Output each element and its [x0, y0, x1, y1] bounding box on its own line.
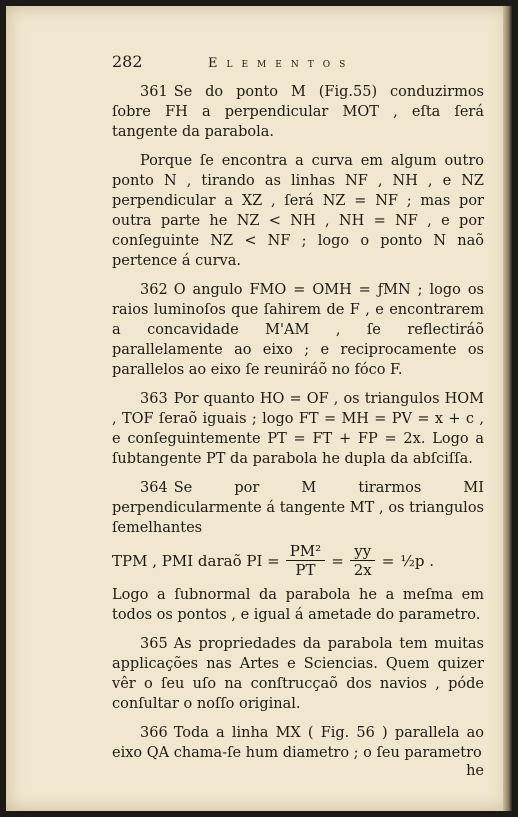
formula-result: ½p . — [400, 551, 435, 570]
paragraph-text: Logo a ſubnormal da parabola he a meſma em todos os pontos , e igual á ametade do parametro. — [112, 587, 484, 623]
fraction-denominator: PT — [295, 561, 316, 579]
paragraph-366 — [112, 723, 484, 763]
formula-lhs: TPM , PMI daraõ PI = — [112, 551, 280, 570]
fraction-yy-over-2x — [350, 542, 376, 579]
fraction-pm-squared-over-pt — [286, 542, 325, 579]
paragraph-362 — [112, 280, 484, 380]
paragraph-361-proof — [112, 151, 484, 271]
paragraph-365 — [112, 634, 484, 714]
section-number: 363 — [140, 391, 168, 407]
section-number: 362 — [140, 282, 168, 298]
paragraph-text: Porque ſe encontra a curva em algum outro ponto N , tirando as linhas NF , NH , e NZ perpendicular a XZ , ſerá NZ = NF ; mas por outra parte he NZ < NH , NH = NF , e por conſeguinte NZ < NF ; logo o ponto N naõ pertence á curva. — [112, 153, 484, 269]
paragraph-361 — [112, 82, 484, 142]
paragraph-364-conclusion — [112, 585, 484, 625]
running-head: Elementos — [208, 56, 355, 71]
fraction-numerator: yy — [350, 542, 375, 561]
subnormal-formula — [112, 542, 484, 579]
fraction-numerator: PM² — [286, 542, 325, 561]
paragraph-text: Por quanto HO = OF , os triangulos HOM , TOF ſeraõ iguais ; logo FT = MH = PV = x + c , e conſeguintemente PT = FT + FP = 2x. Logo a ſubtangente PT da parabola he dupla da abſciſſa. — [112, 391, 484, 467]
equals-sign: = — [381, 551, 395, 570]
paragraph-364 — [112, 478, 484, 538]
paragraph-text: Se por M tirarmos MI perpendicularmente á tangente MT , os triangulos ſemelhantes — [112, 480, 484, 536]
page-number: 282 — [112, 52, 143, 71]
equals-sign: = — [331, 551, 344, 570]
fraction-denominator: 2x — [353, 561, 372, 579]
section-number: 364 — [140, 480, 168, 496]
paragraph-text: As propriedades da parabola tem muitas applicações nas Artes e Sciencias. Quem quizer vêr o ſeu uſo na conſtrucçaõ dos navios , póde conſultar o noſſo original. — [112, 636, 484, 712]
paragraph-text: O angulo FMO = OMH = ƒMN ; logo os raios luminoſos que ſahirem de F , e encontrarem a concavidade M'AM , ſe reflectiráõ parallelamente ao eixo ; e reciprocamente os parallelos ao eixo ſe reuniráõ no fóco F. — [112, 282, 484, 378]
paragraph-text: Toda a linha MX ( Fig. 56 ) parallela ao eixo QA chama-ſe hum diametro ; o ſeu parametro — [112, 725, 484, 761]
page-gutter — [503, 6, 512, 811]
section-number: 366 — [140, 725, 168, 741]
paragraph-363 — [112, 389, 484, 469]
paragraph-text: Se do ponto M (Fig.55) conduzirmos ſobre FH a perpendicular MOT , eſta ſerá tangente da parabola. — [112, 84, 484, 140]
section-number: 361 — [140, 84, 168, 100]
page-text — [112, 52, 484, 781]
catchword: he — [466, 763, 484, 779]
page-header — [112, 52, 484, 76]
section-number: 365 — [140, 636, 168, 652]
